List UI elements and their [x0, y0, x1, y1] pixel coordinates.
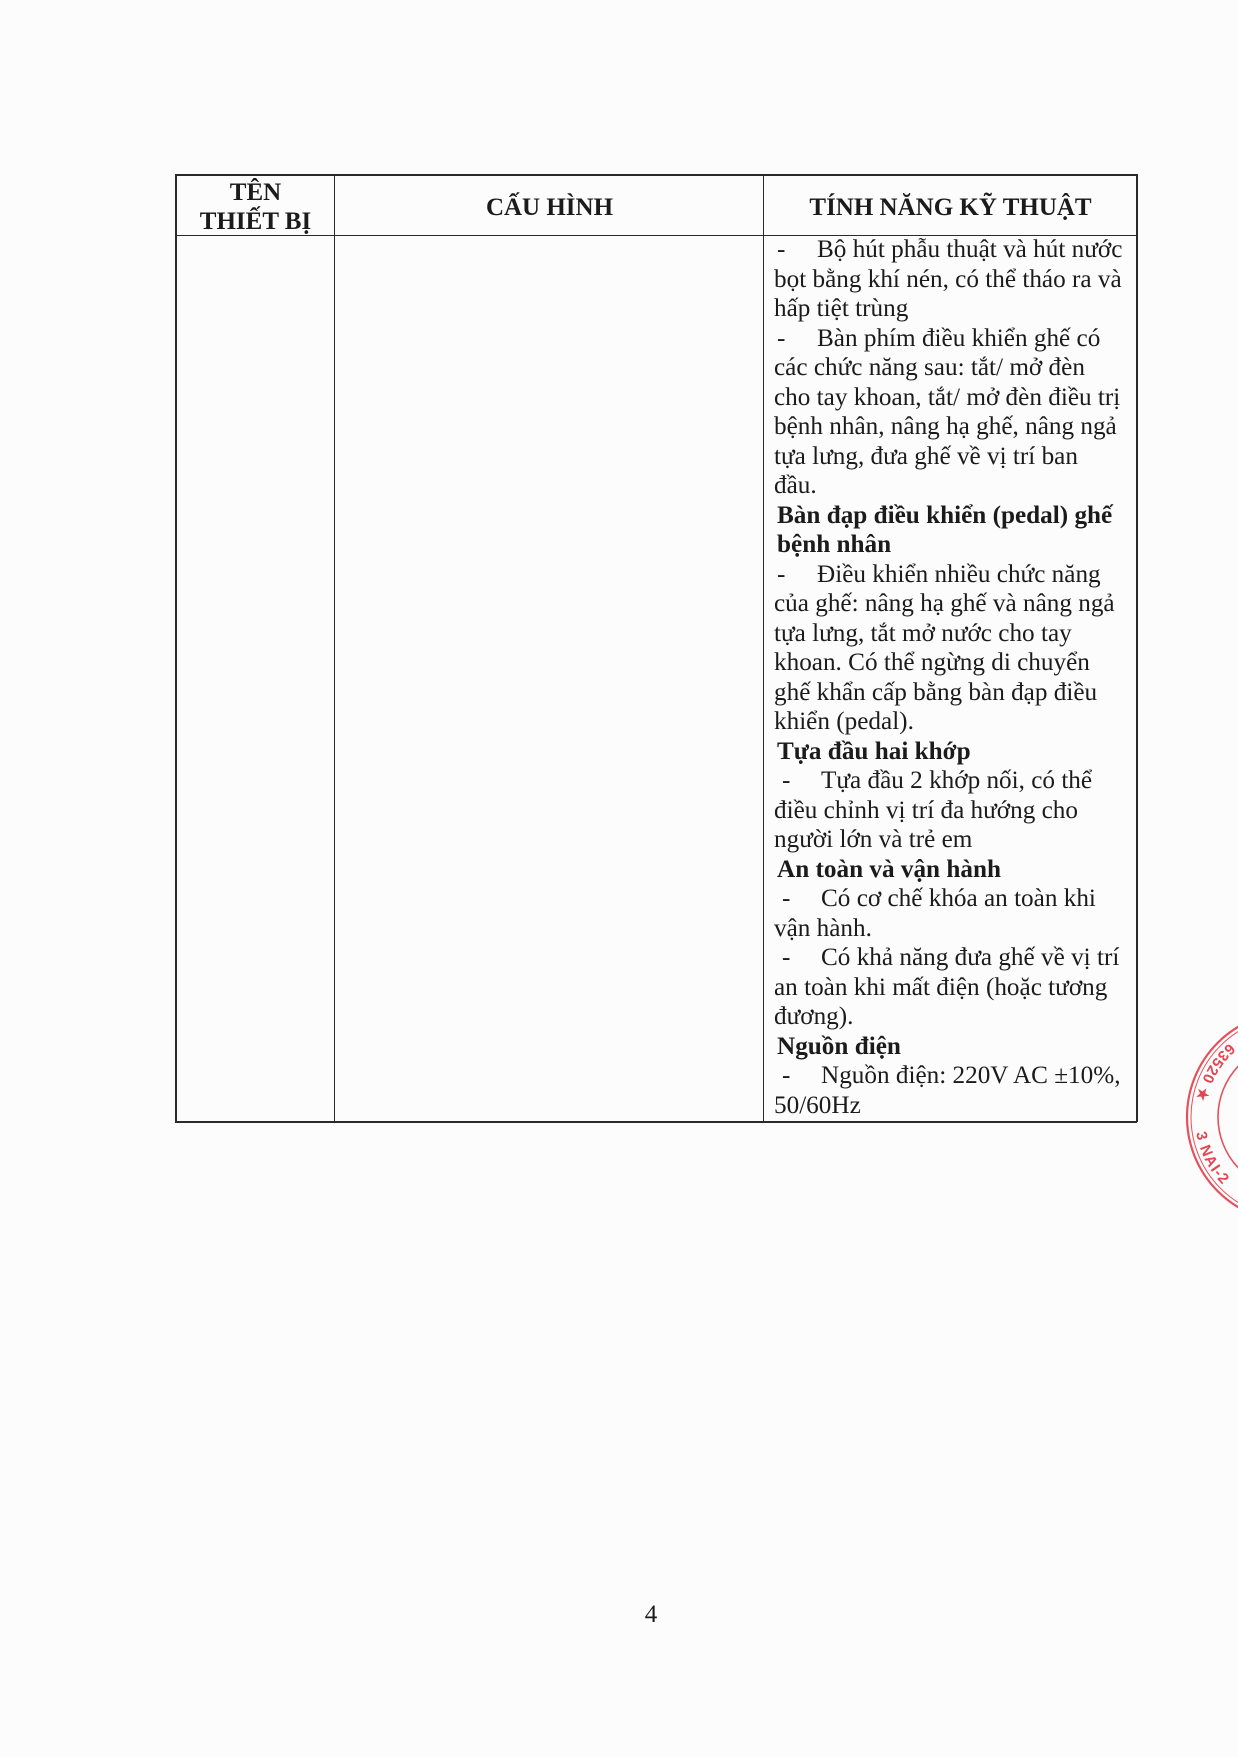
feature-line: đương). [774, 1003, 854, 1031]
configuration-cell [336, 237, 763, 1121]
header-configuration-label: CẤU HÌNH [485, 193, 614, 221]
feature-line: hấp tiệt trùng [774, 295, 909, 323]
feature-line [774, 235, 1130, 265]
section-heading-line: An toàn và vận hành [777, 855, 1001, 883]
feature-text: Tựa đầu 2 khớp nối, có thể [821, 767, 1093, 795]
feature-line: khoan. Có thể ngừng di chuyển [774, 649, 1090, 677]
seal-ring-text: 3 NAI-2 [1192, 1130, 1233, 1189]
feature-line: người lớn và trẻ em [774, 826, 973, 854]
feature-item [774, 560, 1130, 737]
feature-line [774, 766, 1130, 796]
feature-text: Bàn phím điều khiển ghế có [817, 324, 1101, 352]
page-number: 4 [644, 1601, 658, 1628]
feature-line: cho tay khoan, tắt/ mở đèn điều trị [774, 383, 1121, 411]
section-heading-line: bệnh nhân [777, 531, 892, 559]
feature-text: Nguồn điện: 220V AC ±10%, [821, 1062, 1121, 1090]
table-right-border [1136, 174, 1138, 1122]
feature-line [774, 1061, 1130, 1091]
feature-item [774, 766, 1130, 855]
header-device-name [177, 175, 334, 235]
bullet-dash: - [777, 236, 786, 263]
feature-line: đầu. [774, 472, 817, 500]
feature-line: của ghế: nâng hạ ghế và nâng ngả [774, 590, 1115, 618]
feature-line: điều chỉnh vị trí đa hướng cho [774, 796, 1078, 824]
header-device-name-line: THIẾT BỊ [199, 208, 312, 235]
feature-text: Có cơ chế khóa an toàn khi [821, 885, 1096, 913]
header-technical-features [765, 175, 1136, 235]
feature-line: vận hành. [774, 914, 872, 942]
bullet-dash: - [782, 1062, 791, 1090]
section-heading-line: Tựa đầu hai khớp [777, 737, 971, 765]
section-heading [774, 855, 1130, 885]
header-device-name-line: TÊN [229, 179, 282, 206]
feature-item [774, 943, 1130, 1032]
section-heading [774, 737, 1130, 767]
bullet-dash: - [782, 767, 791, 795]
header-configuration [336, 175, 763, 235]
section-heading [774, 501, 1130, 560]
bullet-dash: - [782, 944, 791, 972]
feature-line: các chức năng sau: tắt/ mở đèn [774, 354, 1085, 382]
feature-line: bọt bằng khí nén, có thể tháo ra và [774, 265, 1122, 293]
feature-line: tựa lưng, tắt mở nước cho tay [774, 619, 1072, 647]
feature-line: 50/60Hz [774, 1091, 861, 1119]
device-name-cell [177, 237, 334, 1121]
column-divider-2 [763, 174, 764, 1122]
feature-line [774, 560, 1130, 590]
technical-features-cell [774, 235, 1130, 1120]
feature-line [774, 884, 1130, 914]
table-bottom-border [175, 1121, 1137, 1123]
company-seal [1185, 995, 1238, 1235]
feature-line: an toàn khi mất điện (hoặc tương [774, 973, 1108, 1001]
seal-ring-text: 63520 ★ [1192, 1039, 1238, 1104]
feature-text: Điều khiển nhiều chức năng [817, 560, 1101, 588]
seal-rings [1187, 1012, 1238, 1222]
feature-text: Bộ hút phẫu thuật và hút nước [817, 236, 1123, 263]
header-technical-features-label: TÍNH NĂNG KỸ THUẬT [809, 193, 1092, 221]
feature-line: tựa lưng, đưa ghế về vị trí ban [774, 442, 1078, 470]
feature-item [774, 235, 1130, 324]
feature-item [774, 884, 1130, 943]
section-heading-line: Bàn đạp điều khiển (pedal) ghế [777, 501, 1113, 529]
feature-line [774, 324, 1130, 354]
bullet-dash: - [782, 885, 791, 913]
feature-line: bệnh nhân, nâng hạ ghế, nâng ngả [774, 413, 1117, 441]
section-heading-line: Nguồn điện [777, 1032, 901, 1060]
section-heading [774, 1032, 1130, 1062]
svg-text:63520 ★ [1192, 1040, 1238, 1104]
feature-line: ghế khẩn cấp bằng bàn đạp điều [774, 678, 1098, 706]
feature-line [774, 943, 1130, 973]
bullet-dash: - [777, 324, 786, 352]
feature-item [774, 1061, 1130, 1120]
feature-line: khiển (pedal). [774, 708, 914, 736]
bullet-dash: - [777, 560, 786, 588]
feature-text: Có khả năng đưa ghế về vị trí [821, 944, 1120, 972]
feature-item [774, 324, 1130, 501]
